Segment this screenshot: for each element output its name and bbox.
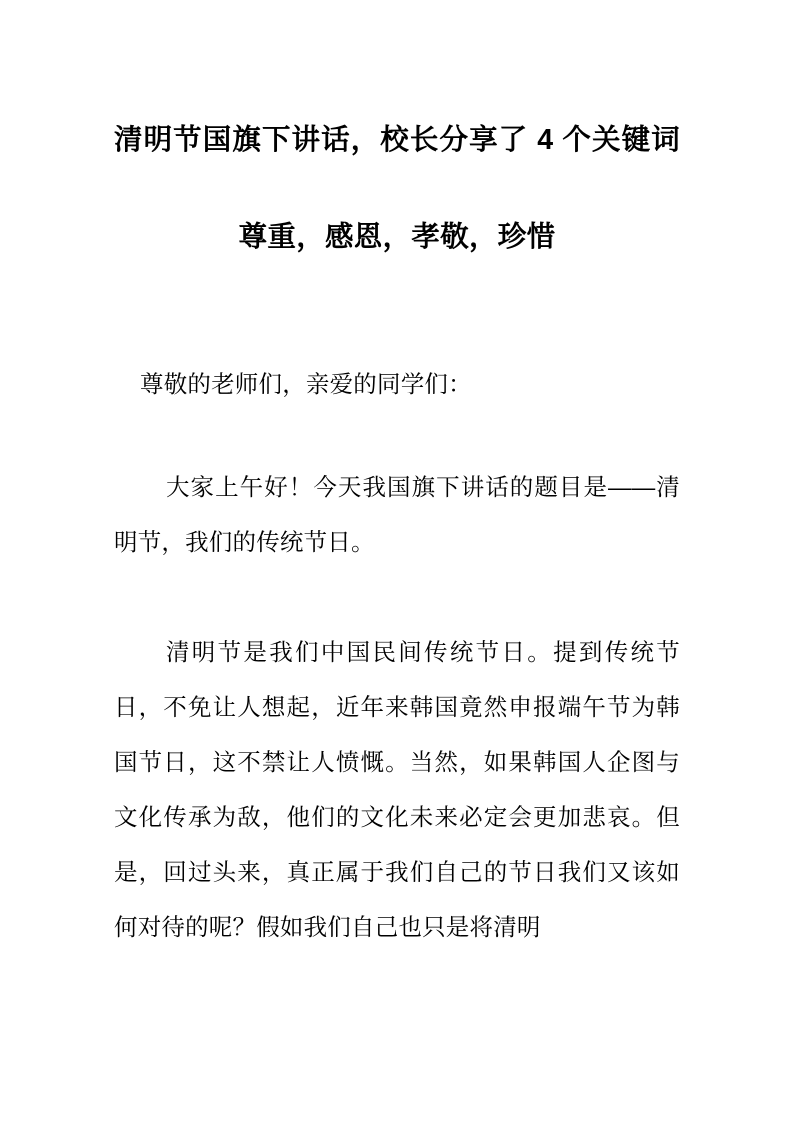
title-line-primary: 清明节国旗下讲话，校长分享了 4 个关键词 — [114, 124, 680, 156]
paragraph-spacer — [114, 570, 680, 625]
document-title — [114, 120, 680, 257]
document-body — [114, 257, 680, 955]
salutation-line: 尊敬的老师们，亲爱的同学们： — [140, 371, 472, 397]
paragraph-spacer — [114, 412, 680, 460]
body-paragraph-2: 清明节是我们中国民间传统节日。提到传统节日，不免让人想起，近年来韩国竟然申报端午节为韩国节日，这不禁让人愤慨。当然，如果韩国人企图与文化传承为敌，他们的文化未来必定会更加悲哀。但是，回过头来，真正属于我们自己的节日我们又该如何对待的呢？假如我们自己也只是将清明 — [114, 639, 680, 940]
title-line-subtitle: 尊重，感恩，孝敬，珍惜 — [238, 221, 556, 253]
body-paragraph-1: 大家上午好！今天我国旗下讲话的题目是——清明节，我们的传统节日。 — [114, 474, 680, 555]
document-content — [114, 120, 680, 955]
